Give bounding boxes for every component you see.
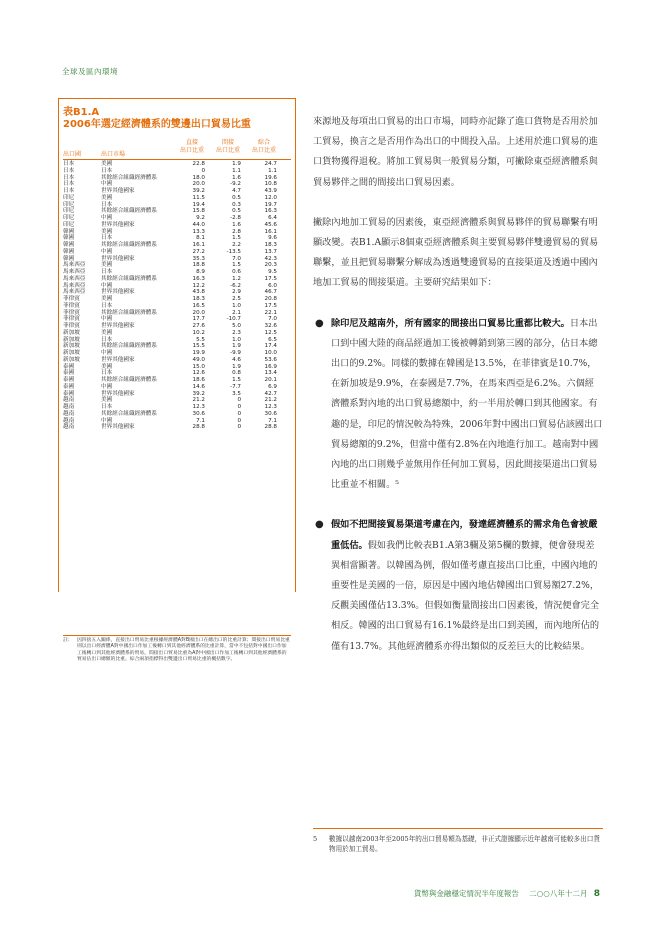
cell-direct: 16.1 [192, 242, 205, 248]
cell-direct: 15.0 [192, 363, 205, 370]
cell-total: 42.3 [264, 255, 277, 262]
cell-market: 其餘經合組織經濟體系 [101, 174, 157, 181]
cell-origin: 馬來西亞 [63, 262, 86, 269]
cell-indirect: 0 [237, 424, 241, 431]
cell-origin: 菲律賓 [63, 302, 80, 309]
cell-origin: 馬來西亞 [63, 275, 86, 282]
bullet-1-lead: 除印尼及越南外，所有國家的間接出口貿易比重都比較大。 [331, 317, 570, 329]
cell-direct: 49.0 [192, 356, 205, 363]
cell-market: 中國 [101, 350, 113, 356]
cell-direct: 18.3 [192, 296, 205, 302]
cell-origin: 新加坡 [63, 343, 80, 350]
table-note [63, 635, 291, 664]
col-indirect-1: 間接 [221, 139, 234, 146]
cell-market: 美國 [101, 363, 113, 370]
cell-direct: 30.6 [192, 410, 205, 417]
cell-direct: 39.2 [192, 188, 205, 194]
col-direct-1: 直接 [185, 139, 198, 146]
table-row [63, 343, 291, 350]
note-label: 註： [63, 638, 73, 643]
cell-indirect: -9.2 [230, 181, 241, 188]
cell-direct: 13.3 [192, 228, 205, 235]
cell-market: 其餘經合組織經濟體系 [101, 309, 157, 316]
table-row [63, 397, 291, 404]
cell-market: 日本 [101, 302, 113, 309]
cell-total: 21.2 [264, 397, 277, 404]
cell-market: 美國 [101, 228, 113, 235]
table-body [63, 161, 291, 431]
table-row [63, 222, 291, 229]
cell-market: 日本 [101, 201, 113, 208]
table-row [63, 175, 291, 182]
cell-direct: 35.3 [192, 255, 205, 262]
cell-market: 日本 [101, 235, 113, 242]
cell-indirect: 1.6 [232, 174, 241, 181]
footer-date: 二○○八年十二月 [529, 889, 588, 898]
cell-market: 其餘經合組織經濟體系 [101, 377, 157, 383]
cell-indirect: 2.8 [232, 228, 241, 235]
cell-total: 6.5 [268, 336, 277, 343]
cell-origin: 新加坡 [63, 350, 80, 356]
cell-origin: 印尼 [63, 194, 75, 201]
cell-direct: 9.2 [196, 215, 205, 221]
cell-market: 美國 [101, 397, 113, 404]
cell-market: 美國 [101, 161, 113, 167]
cell-direct: 15.5 [192, 343, 205, 350]
col-market: 出口市場 [101, 151, 126, 158]
cell-total: 45.6 [264, 221, 277, 228]
table-row [63, 384, 291, 391]
body-text [313, 112, 603, 657]
cell-market: 中國 [101, 316, 113, 323]
table-code: 表B1.A [63, 107, 100, 118]
cell-indirect: 1.0 [232, 302, 241, 309]
cell-market: 日本 [101, 269, 113, 275]
cell-origin: 泰國 [63, 377, 75, 383]
cell-direct: 7.1 [196, 417, 205, 424]
page-footer [380, 888, 600, 899]
cell-total: 43.9 [264, 188, 277, 194]
cell-origin: 印尼 [63, 215, 75, 221]
cell-total: 10.0 [264, 350, 277, 356]
cell-market: 日本 [101, 370, 113, 377]
cell-direct: 0 [201, 167, 205, 174]
cell-total: 28.8 [264, 424, 277, 431]
section-header: 全球及區內環境 [62, 67, 118, 76]
cell-total: 6.4 [268, 215, 277, 221]
cell-indirect: 0.3 [232, 201, 241, 208]
cell-market: 日本 [101, 167, 113, 174]
cell-origin: 菲律賓 [63, 323, 80, 329]
cell-total: 7.0 [268, 316, 277, 323]
cell-market: 中國 [101, 417, 113, 424]
cell-direct: 21.2 [192, 397, 205, 404]
cell-market: 世界其他國家 [101, 390, 135, 397]
table-row [63, 269, 291, 276]
cell-origin: 日本 [63, 181, 75, 188]
cell-market: 其餘經合組織經濟體系 [101, 410, 157, 417]
cell-total: 19.6 [264, 174, 277, 181]
cell-origin: 韓國 [63, 228, 75, 235]
cell-total: 17.5 [264, 275, 277, 282]
table-row [63, 208, 291, 215]
table-row [63, 404, 291, 411]
cell-market: 世界其他國家 [101, 356, 135, 363]
bullet-dot-icon: ● [315, 519, 324, 531]
cell-total: 46.7 [264, 289, 277, 296]
cell-direct: 27.6 [192, 323, 205, 329]
cell-indirect: -9.9 [230, 350, 241, 356]
cell-origin: 越南 [63, 424, 75, 431]
cell-direct: 11.5 [192, 194, 205, 201]
cell-total: 6.0 [268, 282, 277, 289]
table-row [63, 202, 291, 209]
cell-market: 世界其他國家 [101, 323, 135, 329]
footnote-number: 5 [313, 835, 318, 843]
cell-market: 世界其他國家 [101, 424, 135, 431]
cell-indirect: -10.7 [226, 316, 241, 323]
note-text: 因四捨五入關係，直接出口貿易比重根據經濟體A對B國出口在總出口的比重計算；間接出口貿易比重則以出口經濟體A對中國出口作加工後轉口到其他經濟體系的比重計算，當中不包括對中國出口作加工後轉口到其他經濟體系的貿易。間接出口貿易比重為A對中國出口作加工後轉口到其他經濟體系的貿易佔出口總額的比重。綜合兩項指標得出雙邊出口貿易比重的概括數字。 [77, 638, 290, 663]
cell-direct: 20.0 [192, 309, 205, 316]
cell-market: 其餘經合組織經濟體系 [101, 242, 157, 248]
cell-indirect: 4.7 [232, 188, 241, 194]
col-origin: 出口國 [63, 151, 82, 158]
cell-market: 世界其他國家 [101, 289, 135, 296]
cell-total: 9.5 [268, 269, 277, 275]
table-box [58, 98, 296, 663]
cell-market: 中國 [101, 181, 113, 188]
cell-total: 42.7 [264, 390, 277, 397]
cell-origin: 越南 [63, 404, 75, 410]
cell-market: 其餘經合組織經濟體系 [101, 275, 157, 282]
cell-total: 12.0 [264, 194, 277, 201]
table-row [63, 242, 291, 249]
table-row [63, 188, 291, 195]
cell-market: 日本 [101, 336, 113, 343]
cell-indirect: 1.0 [232, 336, 241, 343]
cell-origin: 韓國 [63, 235, 75, 242]
bullet-2-text: 假如我們比較表B1.A第3欄及第5欄的數據，便會發現差異相當顯著。以韓國為例，假如僅考慮直接出口比重，中國內地的重要性是美國的一倍，原因是中國內地佔韓國出口貿易額27.2%，反觀美國僅佔13.3%。但假如衡量間接出口因素後，情況便會完全相反。韓國的出口貿易有16.1%最終是出口到美國，而內地所佔的僅有13.7%。其他經濟體系亦得出類似的反差巨大的比較結果。 [331, 539, 600, 652]
cell-market: 中國 [101, 282, 113, 289]
cell-indirect: 0.6 [232, 269, 241, 275]
cell-indirect: 0 [237, 417, 241, 424]
cell-indirect: 1.2 [232, 275, 241, 282]
cell-direct: 18.6 [192, 377, 205, 383]
table-row [63, 310, 291, 317]
cell-direct: 18.8 [192, 262, 205, 269]
table-row [63, 181, 291, 188]
cell-indirect: 7.0 [232, 255, 241, 262]
cell-indirect: 0 [237, 404, 241, 410]
cell-indirect: 4.6 [232, 356, 241, 363]
table-row [63, 330, 291, 337]
cell-total: 19.7 [264, 201, 277, 208]
cell-total: 18.3 [264, 242, 277, 248]
cell-origin: 新加坡 [63, 329, 80, 336]
cell-indirect: 1.5 [232, 235, 241, 242]
cell-indirect: 0.8 [232, 370, 241, 377]
cell-indirect: 1.1 [232, 167, 241, 174]
cell-direct: 16.3 [192, 275, 205, 282]
cell-origin: 馬來西亞 [63, 289, 86, 296]
table-title [63, 107, 251, 131]
cell-total: 53.6 [264, 356, 277, 363]
bullet-2 [313, 515, 603, 656]
cell-origin: 印尼 [63, 208, 75, 215]
cell-total: 20.3 [264, 262, 277, 269]
table-row [63, 262, 291, 269]
table-row [63, 235, 291, 242]
paragraph-1: 來源地及每項出口貿易的出口市場，同時亦記錄了進口貨物是否用於加工貿易，換言之是否用作為出口的中間投入品。上述用於進口貿易的進口貨物獲得退稅。將加工貿易與一般貿易分類，可撇除東亞經濟體系與貿易夥伴之間的間接出口貿易因素。 [313, 116, 598, 188]
cell-indirect: 2.2 [232, 242, 241, 248]
cell-origin: 菲律賓 [63, 296, 80, 302]
cell-total: 32.6 [264, 323, 277, 329]
table-row [63, 229, 291, 236]
cell-direct: 15.8 [192, 208, 205, 215]
cell-indirect: 2.9 [232, 289, 241, 296]
table-row [63, 303, 291, 310]
table-row [63, 276, 291, 283]
cell-total: 1.1 [268, 167, 277, 174]
cell-market: 世界其他國家 [101, 188, 135, 194]
cell-total: 16.9 [264, 363, 277, 370]
cell-indirect: 1.9 [232, 343, 241, 350]
table-row [63, 370, 291, 377]
cell-total: 7.1 [268, 417, 277, 424]
cell-market: 世界其他國家 [101, 255, 135, 262]
cell-direct: 8.1 [196, 235, 205, 242]
table-row [63, 161, 291, 168]
cell-origin: 印尼 [63, 221, 75, 228]
cell-indirect: -2.8 [230, 215, 241, 221]
bullet-1 [313, 314, 603, 496]
table-row [63, 391, 291, 398]
table-row [63, 289, 291, 296]
cell-market: 中國 [101, 248, 113, 255]
cell-origin: 日本 [63, 161, 75, 167]
cell-origin: 越南 [63, 410, 75, 417]
cell-market: 世界其他國家 [101, 221, 135, 228]
cell-indirect: 0.5 [232, 194, 241, 201]
cell-market: 中國 [101, 215, 113, 221]
table-row [63, 377, 291, 384]
cell-indirect: 0 [237, 410, 241, 417]
cell-market: 日本 [101, 404, 113, 410]
cell-origin: 印尼 [63, 201, 75, 208]
cell-total: 20.1 [264, 377, 277, 383]
cell-direct: 12.2 [192, 282, 205, 289]
cell-direct: 12.3 [192, 404, 205, 410]
cell-indirect: 2.5 [232, 296, 241, 302]
cell-market: 美國 [101, 262, 113, 269]
bullet-dot-icon: ● [315, 317, 324, 329]
cell-total: 16.3 [264, 208, 277, 215]
cell-total: 9.6 [268, 235, 277, 242]
cell-origin: 越南 [63, 417, 75, 424]
cell-origin: 越南 [63, 397, 75, 404]
cell-total: 17.4 [264, 343, 277, 350]
cell-origin: 泰國 [63, 383, 75, 390]
cell-direct: 19.4 [192, 201, 205, 208]
table-row [63, 411, 291, 418]
cell-indirect: 2.1 [232, 309, 241, 316]
table-row [63, 316, 291, 323]
cell-total: 13.7 [264, 248, 277, 255]
table-row [63, 249, 291, 256]
cell-market: 中國 [101, 383, 113, 390]
cell-origin: 馬來西亞 [63, 269, 86, 275]
cell-origin: 泰國 [63, 370, 75, 377]
cell-total: 24.7 [264, 161, 277, 167]
cell-origin: 日本 [63, 174, 75, 181]
cell-market: 其餘經合組織經濟體系 [101, 208, 157, 215]
cell-direct: 5.5 [196, 336, 205, 343]
page-number: 8 [593, 889, 600, 899]
cell-direct: 8.9 [196, 269, 205, 275]
table-row [63, 256, 291, 263]
cell-total: 16.1 [264, 228, 277, 235]
col-direct-2: 出口比重 [179, 147, 204, 154]
cell-direct: 22.8 [192, 161, 205, 167]
cell-indirect: -6.2 [230, 282, 241, 289]
cell-total: 13.4 [264, 370, 277, 377]
cell-origin: 日本 [63, 188, 75, 194]
table-row [63, 337, 291, 344]
cell-market: 美國 [101, 296, 113, 302]
cell-origin: 泰國 [63, 363, 75, 370]
cell-direct: 19.9 [192, 350, 205, 356]
cell-indirect: 5.0 [232, 323, 241, 329]
cell-indirect: 1.6 [232, 221, 241, 228]
cell-direct: 14.6 [192, 383, 205, 390]
cell-indirect: 0.5 [232, 208, 241, 215]
cell-market: 美國 [101, 329, 113, 336]
cell-indirect: -13.5 [226, 248, 241, 255]
cell-indirect: 1.5 [232, 377, 241, 383]
cell-origin: 韓國 [63, 248, 75, 255]
cell-direct: 27.2 [192, 248, 205, 255]
cell-direct: 16.5 [192, 302, 205, 309]
cell-direct: 43.8 [192, 289, 205, 296]
cell-indirect: 0 [237, 397, 241, 404]
cell-direct: 10.2 [192, 329, 205, 336]
cell-total: 20.8 [264, 296, 277, 302]
cell-total: 30.6 [264, 410, 277, 417]
cell-indirect: 1.9 [232, 161, 241, 167]
cell-indirect: 2.3 [232, 329, 241, 336]
table-row [63, 418, 291, 425]
cell-origin: 韓國 [63, 242, 75, 248]
cell-total: 22.1 [264, 309, 277, 316]
cell-indirect: 3.5 [232, 390, 241, 397]
cell-total: 12.5 [264, 329, 277, 336]
col-total-2: 出口比重 [251, 147, 276, 154]
col-indirect-2: 出口比重 [215, 147, 240, 154]
cell-direct: 18.0 [192, 174, 205, 181]
footnote [313, 834, 603, 854]
cell-direct: 20.0 [192, 181, 205, 188]
cell-direct: 28.8 [192, 424, 205, 431]
cell-total: 10.8 [264, 181, 277, 188]
cell-direct: 12.6 [192, 370, 205, 377]
cell-origin: 馬來西亞 [63, 282, 86, 289]
paragraph-2: 撇除內地加工貿易的因素後，東亞經濟體系與貿易夥伴的貿易聯繫有明顯改變。表B1.A顯示8個東亞經濟體系與主要貿易夥伴雙邊貿易的貿易聯繫，並且把貿易聯繫分解成為透過雙邊貿易的直接渠道及透過中國內地加工貿易的間接渠道。主要研究結果如下： [313, 216, 599, 289]
footnote-text: 數據以越南2003年至2005年的出口貿易額為基礎，非正式證據顯示近年越南可能較多出口貨物用於加工貿易。 [329, 835, 600, 853]
table-header [63, 139, 291, 160]
table-row [63, 424, 291, 431]
cell-origin: 韓國 [63, 255, 75, 262]
cell-indirect: 1.5 [232, 262, 241, 269]
cell-indirect: 1.9 [232, 363, 241, 370]
cell-total: 17.5 [264, 302, 277, 309]
cell-total: 12.3 [264, 404, 277, 410]
table-row [63, 215, 291, 222]
table-row [63, 283, 291, 290]
cell-origin: 菲律賓 [63, 316, 80, 323]
table-row [63, 357, 291, 364]
cell-total: 6.9 [268, 383, 277, 390]
table-row [63, 323, 291, 330]
bullet-1-text: 日本出口到中國大陸的商品經過加工後被轉銷到第三國的部分，佔日本總出口的9.2%。同樣的數據在韓國是13.5%，在菲律賓是10.7%，在新加坡是9.9%，在泰國是7.7%，在馬來西亞是6.2%。六個經濟體系對內地的出口貿易總額中，約一半用於轉口到其他國家。有趣的是，印尼的情況較為特殊，2006年對中國出口貿易佔該國出口貿易總額的9.2%，但當中僅有2.8%在內地進行加工。越南對中國內地的出口則幾乎並無用作任何加工貿易，因此間接渠道出口貿易比重並不相關。⁵ [331, 317, 603, 491]
cell-direct: 39.2 [192, 390, 205, 397]
table-caption: 2006年選定經濟體系的雙邊出口貿易比重 [63, 119, 251, 130]
cell-market: 其餘經合組織經濟體系 [101, 343, 157, 350]
table-row [63, 296, 291, 303]
cell-origin: 日本 [63, 167, 75, 174]
cell-market: 美國 [101, 194, 113, 201]
cell-origin: 新加坡 [63, 356, 80, 363]
footer-title: 貨幣與金融穩定情況半年度報告 [413, 889, 519, 898]
table-row [63, 364, 291, 371]
cell-origin: 新加坡 [63, 336, 80, 343]
cell-direct: 17.7 [192, 316, 205, 323]
table-row [63, 168, 291, 175]
cell-origin: 泰國 [63, 390, 75, 397]
footnote-divider [313, 828, 603, 829]
col-total-1: 綜合 [257, 139, 270, 146]
cell-direct: 44.0 [192, 221, 205, 228]
cell-origin: 菲律賓 [63, 309, 80, 316]
table-row [63, 350, 291, 357]
bullet-2-lead: 假如不把間接貿易渠道考慮在內，發達經濟體系的需求角色會被嚴重低估。 [331, 519, 598, 551]
table-row [63, 195, 291, 202]
cell-indirect: -7.7 [230, 383, 241, 390]
